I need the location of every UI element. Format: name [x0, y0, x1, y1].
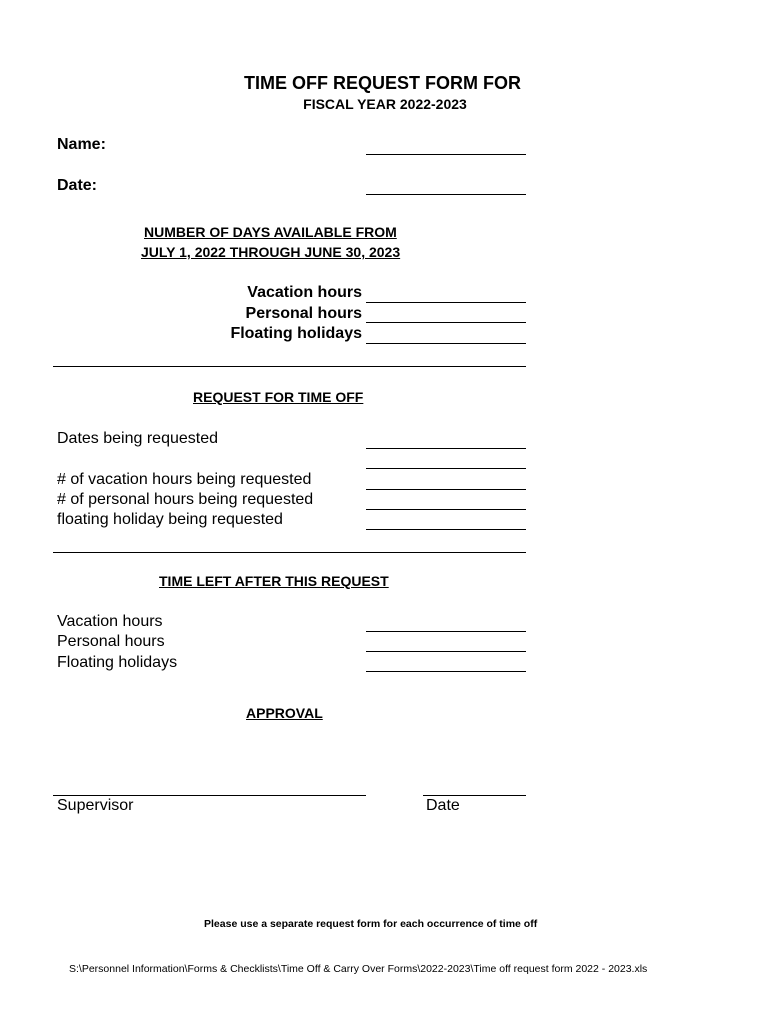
request-vacation-label: # of vacation hours being requested — [57, 471, 312, 488]
approval-date-label: Date — [426, 797, 460, 814]
section-divider — [53, 366, 526, 367]
available-vacation-field[interactable] — [366, 302, 526, 303]
request-dates-label: Dates being requested — [57, 430, 218, 447]
approval-heading: APPROVAL — [246, 705, 323, 721]
section-divider — [53, 552, 526, 553]
available-floating-field[interactable] — [366, 343, 526, 344]
request-vacation-field[interactable] — [366, 489, 526, 490]
footer-note: Please use a separate request form for each occurrence of time off — [204, 918, 538, 930]
available-personal-field[interactable] — [366, 322, 526, 323]
request-heading: REQUEST FOR TIME OFF — [193, 389, 364, 405]
approval-date-line[interactable] — [423, 795, 526, 796]
file-path: S:\Personnel Information\Forms & Checklists\Time Off & Carry Over Forms\2022-2023\Time off request form 2022 - 2023.xls — [69, 963, 648, 975]
remaining-vacation-field[interactable] — [366, 631, 526, 632]
form-title: TIME OFF REQUEST FORM FOR — [244, 73, 521, 93]
request-personal-label: # of personal hours being requested — [57, 491, 314, 508]
remaining-heading: TIME LEFT AFTER THIS REQUEST — [159, 573, 389, 589]
remaining-floating-label: Floating holidays — [57, 654, 178, 671]
request-dates-field[interactable] — [366, 448, 526, 449]
available-floating-label: Floating holidays — [230, 325, 362, 342]
remaining-personal-label: Personal hours — [57, 633, 165, 650]
available-heading-line1: NUMBER OF DAYS AVAILABLE FROM — [144, 224, 397, 240]
supervisor-label: Supervisor — [57, 797, 134, 814]
name-field[interactable] — [366, 154, 526, 155]
request-personal-field[interactable] — [366, 509, 526, 510]
name-label: Name: — [57, 136, 106, 153]
remaining-personal-field[interactable] — [366, 651, 526, 652]
date-label: Date: — [57, 177, 98, 194]
request-floating-label: floating holiday being requested — [57, 511, 283, 528]
available-personal-label: Personal hours — [245, 305, 362, 322]
request-dates-field-2[interactable] — [366, 468, 526, 469]
available-vacation-label: Vacation hours — [247, 284, 362, 301]
supervisor-signature-line[interactable] — [53, 795, 366, 796]
remaining-vacation-label: Vacation hours — [57, 613, 163, 630]
request-floating-field[interactable] — [366, 529, 526, 530]
remaining-floating-field[interactable] — [366, 671, 526, 672]
available-heading-line2: JULY 1, 2022 THROUGH JUNE 30, 2023 — [141, 244, 401, 260]
form-subtitle: FISCAL YEAR 2022-2023 — [303, 96, 467, 112]
date-field[interactable] — [366, 194, 526, 195]
